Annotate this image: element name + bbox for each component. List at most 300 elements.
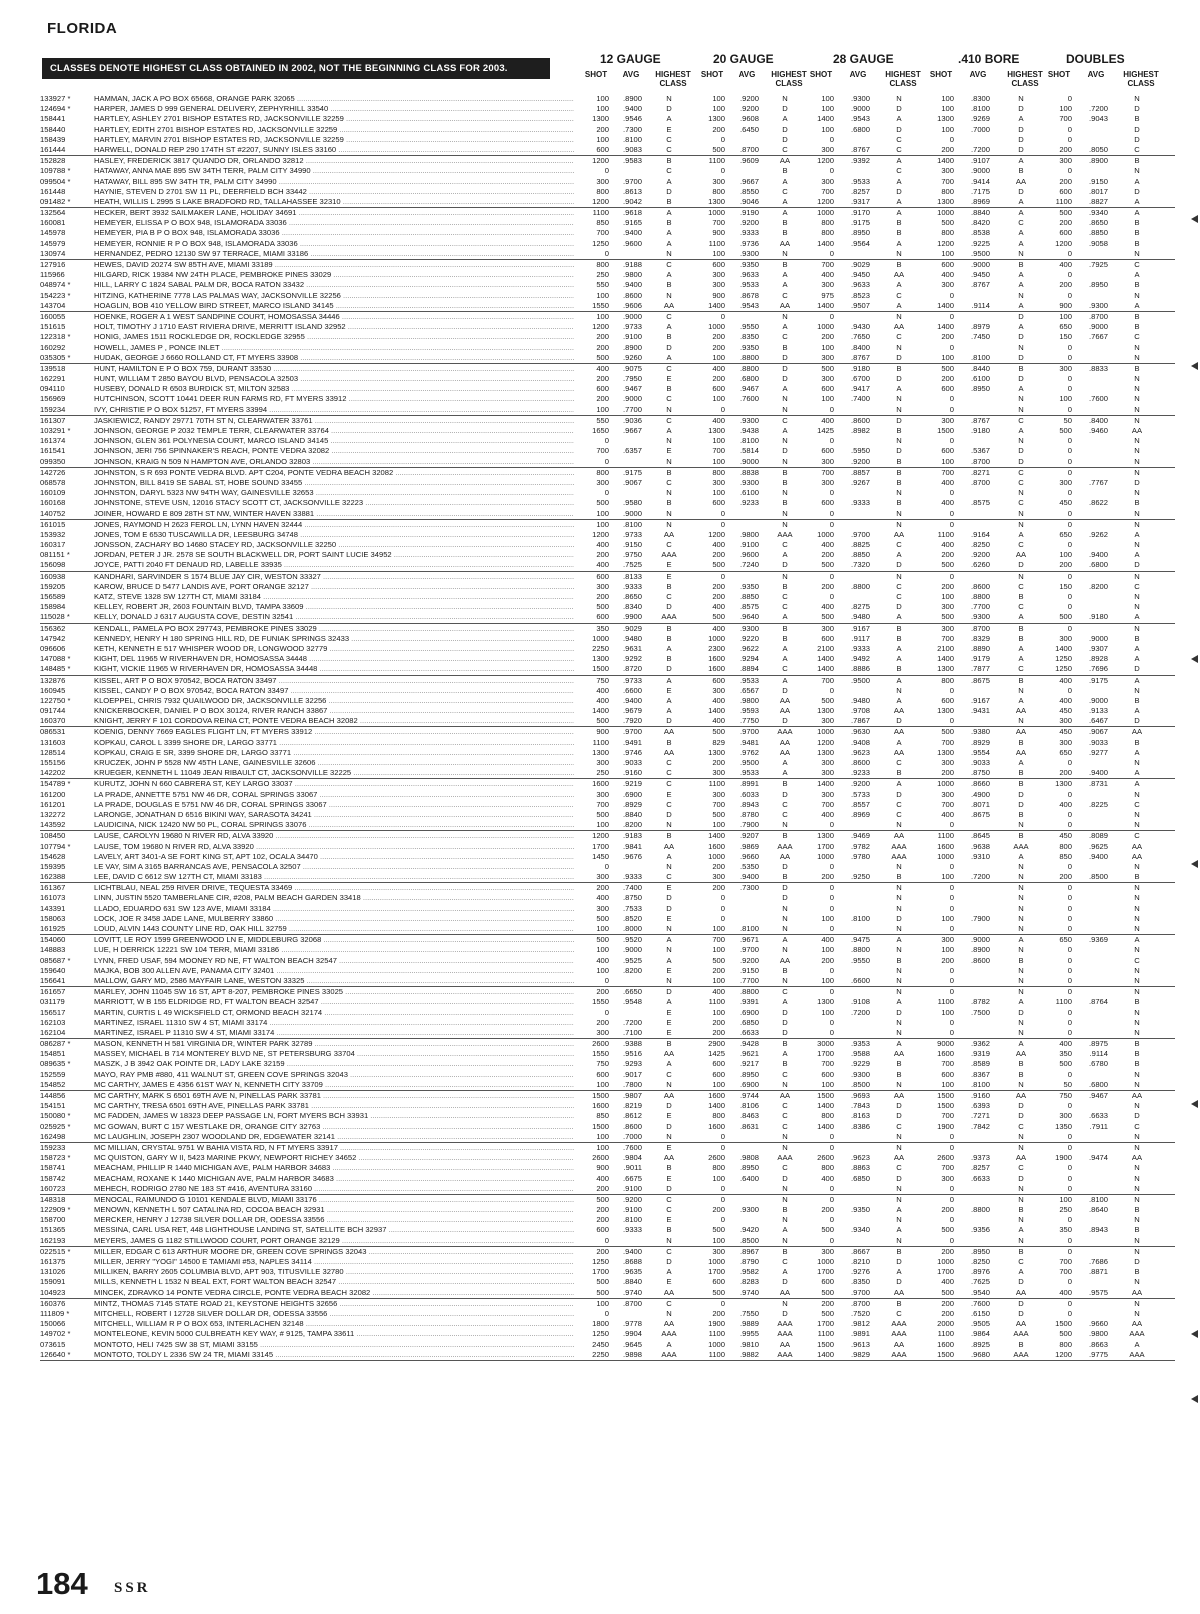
shots-fired: 2300 (708, 643, 725, 653)
highest-class: A (1018, 156, 1024, 166)
shots-fired: 1700 (817, 841, 834, 851)
shots-fired: 1000 (817, 727, 834, 737)
average: .8782 (970, 997, 990, 1007)
member-name-address: MARTINEZ, ISRAEL P 11310 SW 4 ST, MIAMI 33174 ..... (94, 1028, 574, 1038)
shooter-group (40, 1195, 1175, 1247)
highest-class: N (666, 861, 672, 871)
shots-fired: 0 (1067, 540, 1072, 550)
shots-fired: 900 (712, 290, 725, 300)
table-row (40, 1288, 1175, 1298)
highest-class: D (896, 1257, 902, 1266)
member-name-address: MARLEY, JOHN 11045 SW 16 ST, APT 8-207, PEMBROKE PINES 33025 ..... (94, 987, 574, 997)
shooter-group (40, 520, 1175, 572)
highest-class: N (1134, 1183, 1140, 1193)
average: .7900 (970, 913, 990, 923)
average: .8700 (622, 1298, 642, 1308)
highest-class: C (1018, 218, 1024, 228)
member-name-address: HARTLEY, MARVIN 2701 BISHOP ESTATES RD, JACKSONVILLE 32259 ..... (94, 135, 574, 145)
member-name-address: HUTCHINSON, SCOTT 10441 DEER RUN FARMS RD, FT MYERS 33912 ..... (94, 394, 574, 404)
average: .9207 (739, 831, 759, 841)
highest-class: C (666, 872, 672, 882)
highest-class: AAA (777, 1329, 793, 1339)
highest-class: B (896, 260, 902, 269)
highest-class: B (782, 831, 788, 841)
member-name-address: KRUCZEK, JOHN P 5528 NW 45TH LANE, GAINESVILLE 32606 ..... (94, 758, 574, 768)
shots-fired: 0 (604, 248, 609, 258)
highest-class: E (666, 1173, 672, 1183)
average: .9277 (1088, 747, 1108, 757)
member-name-address: LA PRADE, DOUGLAS E 5751 NW 46 DR, CORAL SPRINGS 33067 ..... (94, 800, 574, 810)
highest-class: E (666, 685, 672, 695)
highest-class: C (896, 332, 902, 342)
highest-class: A (666, 675, 672, 685)
shots-fired: 1550 (592, 300, 609, 310)
highest-class: A (1018, 529, 1024, 539)
member-name-address: JONSSON, ZACHARY BO 14680 STACEY RD, JACKSONVILLE 32250 ..... (94, 540, 574, 550)
shots-fired: 0 (949, 1017, 954, 1027)
average: .8675 (970, 809, 990, 819)
average: .8976 (970, 1267, 990, 1277)
highest-class: A (1018, 300, 1024, 310)
shots-fired: 0 (604, 456, 609, 466)
shots-fired: 450 (1059, 498, 1072, 508)
average: .9700 (739, 945, 759, 955)
shots-fired: 0 (1067, 903, 1072, 913)
average: .7200 (970, 872, 990, 882)
average: .9660 (739, 851, 759, 861)
state-heading: FLORIDA (47, 20, 118, 37)
highest-class: B (782, 623, 788, 633)
average: .9217 (739, 1059, 759, 1069)
highest-class: N (1018, 1131, 1024, 1141)
highest-class: A (1134, 768, 1140, 778)
highest-class: D (1018, 134, 1024, 144)
shots-fired: 100 (596, 924, 609, 933)
shots-fired: 200 (1059, 872, 1072, 882)
shots-fired: 0 (1067, 685, 1072, 695)
highest-class: AA (1015, 1319, 1027, 1329)
member-id: 031179 (40, 997, 65, 1007)
shots-fired: 200 (1059, 144, 1072, 154)
shots-fired: 1300 (708, 426, 725, 435)
shots-fired: 400 (941, 498, 954, 508)
table-row (40, 1319, 1175, 1329)
member-id: 160317 (40, 540, 66, 550)
shots-fired: 100 (712, 1079, 725, 1089)
shots-fired: 800 (821, 218, 834, 228)
member-id: 151615 (40, 322, 66, 332)
table-row (40, 1277, 1175, 1287)
shots-fired: 300 (941, 166, 954, 176)
highest-class: C (666, 260, 672, 269)
member-id: 103291 * (40, 426, 71, 435)
highest-class: C (782, 332, 788, 342)
average: .9000 (622, 945, 642, 955)
table-row (40, 1008, 1175, 1018)
average: .6780 (1088, 1059, 1108, 1069)
average: .8850 (850, 550, 870, 560)
shots-fired: 50 (1063, 415, 1072, 425)
shots-fired: 0 (720, 1183, 725, 1193)
average: .9740 (739, 1287, 759, 1297)
member-id: 161925 (40, 924, 66, 933)
average: .8800 (739, 987, 759, 997)
average: .8871 (1088, 1267, 1108, 1277)
highest-class: B (666, 384, 672, 394)
highest-class: B (666, 218, 672, 228)
shots-fired: 750 (596, 675, 609, 685)
shots-fired: 0 (949, 685, 954, 695)
highest-class: D (1018, 560, 1024, 570)
average: .8520 (622, 913, 642, 923)
shots-fired: 500 (941, 727, 954, 737)
shots-fired: 200 (712, 1205, 725, 1215)
highest-class: C (1134, 332, 1140, 342)
shots-fired: 2600 (708, 1153, 725, 1163)
shots-fired: 200 (1059, 560, 1072, 570)
highest-class: N (1134, 893, 1140, 903)
average: .8200 (622, 965, 642, 975)
average: .8500 (1088, 872, 1108, 882)
average: .8600 (850, 415, 870, 425)
shots-fired: 100 (821, 124, 834, 134)
shots-fired: 100 (941, 104, 954, 114)
table-row (40, 696, 1175, 706)
highest-class: N (782, 903, 788, 913)
column-header-avg: AVG (1087, 70, 1105, 79)
table-row (40, 1215, 1175, 1225)
shots-fired: 300 (821, 623, 834, 633)
shots-fired: 300 (941, 415, 954, 425)
average: .7300 (622, 124, 642, 134)
average: .9083 (622, 144, 642, 154)
highest-class: C (666, 799, 672, 809)
average: .9869 (739, 841, 759, 851)
highest-class: A (1134, 1339, 1140, 1349)
table-row (40, 1163, 1175, 1173)
highest-class: D (896, 789, 902, 799)
highest-class: N (782, 1142, 788, 1152)
highest-class: A (1018, 935, 1024, 945)
average: .6800 (1088, 560, 1108, 570)
average: .9260 (622, 352, 642, 362)
highest-class: N (1018, 913, 1024, 923)
highest-class: N (666, 290, 672, 300)
member-name-address: MC CARTHY, JAMES E 4356 61ST WAY N, KENNETH CITY 33709 ..... (94, 1080, 574, 1090)
highest-class: C (896, 581, 902, 591)
highest-class: AAA (1129, 1349, 1145, 1359)
member-name-address: MEHECH, RODRIGO 2780 NE 183 ST #416, AVENTURA 33160 ..... (94, 1184, 574, 1194)
highest-class: N (1134, 1131, 1140, 1141)
highest-class: N (896, 861, 902, 871)
shots-fired: 1500 (592, 1121, 609, 1131)
highest-class: N (782, 1194, 788, 1204)
shots-fired: 400 (596, 363, 609, 373)
highest-class: C (782, 1069, 788, 1079)
average: .9613 (850, 1339, 870, 1349)
shots-fired: 500 (941, 363, 954, 373)
highest-class: D (896, 124, 902, 134)
average: .9882 (739, 1349, 759, 1359)
highest-class: N (1018, 94, 1024, 103)
shots-fired: 0 (829, 508, 834, 518)
publication-brand: SSR (114, 1580, 151, 1596)
member-id: 081151 * (40, 550, 70, 560)
shots-fired: 0 (1067, 456, 1072, 466)
table-row (40, 706, 1175, 716)
average: .9633 (850, 280, 870, 290)
highest-class: C (666, 1069, 672, 1079)
member-id: 091744 (40, 706, 66, 716)
member-name-address: MILLER, JERRY "YOGI" 14500 E TAMIAMI #53, NAPLES 34114 ..... (94, 1257, 574, 1267)
table-row (40, 364, 1175, 374)
highest-class: N (782, 975, 788, 985)
gauge-header-12: 12 GAUGE (600, 52, 661, 66)
shots-fired: 200 (1059, 218, 1072, 228)
shots-fired: 700 (712, 446, 725, 456)
shots-fired: 500 (821, 612, 834, 622)
shots-fired: 1600 (937, 1339, 954, 1349)
shots-fired: 1000 (817, 851, 834, 861)
member-id: 158984 (40, 602, 66, 612)
highest-class: B (896, 623, 902, 633)
table-row (40, 602, 1175, 612)
shots-fired: 1300 (1055, 779, 1072, 789)
shots-fired: 1100 (592, 737, 609, 747)
average: .4900 (970, 789, 990, 799)
table-row (40, 1080, 1175, 1090)
average: .9042 (622, 196, 642, 206)
shots-fired: 100 (712, 456, 725, 466)
average: .6400 (739, 1173, 759, 1183)
shots-fired: 0 (949, 883, 954, 893)
average: .6675 (622, 1173, 642, 1183)
highest-class: B (896, 498, 902, 508)
shots-fired: 200 (941, 374, 954, 384)
average: .9580 (622, 498, 642, 508)
highest-class: C (896, 166, 902, 176)
shots-fired: 250 (596, 768, 609, 778)
highest-class: N (1134, 166, 1140, 176)
average: .9775 (1088, 1349, 1108, 1359)
highest-class: D (1018, 1298, 1024, 1308)
member-name-address: JONES, TOM E 6530 TUSCAWILLA DR, LEESBURG 34748 ..... (94, 530, 574, 540)
highest-class: C (1134, 144, 1140, 154)
highest-class: AA (663, 1091, 675, 1100)
shots-fired: 0 (949, 436, 954, 446)
average: .7400 (850, 394, 870, 404)
shots-fired: 200 (712, 581, 725, 591)
average: .9200 (739, 104, 759, 114)
shots-fired: 300 (821, 144, 834, 154)
table-row (40, 592, 1175, 602)
shots-fired: 400 (712, 363, 725, 373)
average: .8850 (1088, 228, 1108, 238)
shots-fired: 0 (949, 342, 954, 352)
shots-fired: 0 (949, 820, 954, 830)
highest-class: N (1018, 861, 1024, 871)
shots-fired: 0 (604, 166, 609, 176)
shots-fired: 1400 (817, 300, 834, 310)
member-name-address: LA PRADE, ANNETTE 5751 NW 46 DR, CORAL SPRINGS 33067 ..... (94, 790, 574, 800)
shots-fired: 750 (1059, 1091, 1072, 1100)
member-id: 158742 (40, 1173, 66, 1183)
table-row (40, 550, 1175, 560)
average: .9000 (970, 260, 990, 269)
shots-fired: 0 (949, 1215, 954, 1225)
member-name-address: HUSEBY, DONALD R 6503 BURDICK ST, MILTON 32583 ..... (94, 384, 574, 394)
average: .8250 (970, 540, 990, 550)
highest-class: A (666, 1059, 672, 1069)
highest-class: E (666, 1111, 672, 1121)
highest-class: C (782, 290, 788, 300)
column-header-cls: HIGHEST CLASS (1007, 70, 1043, 88)
table-row (40, 924, 1175, 934)
highest-class: N (782, 571, 788, 581)
shots-fired: 2600 (937, 1153, 954, 1163)
average: .9778 (622, 1319, 642, 1329)
average: .9033 (970, 758, 990, 767)
column-header-cls: HIGHEST CLASS (885, 70, 921, 88)
table-row (40, 644, 1175, 654)
shots-fired: 100 (712, 94, 725, 103)
shots-fired: 1700 (708, 1267, 725, 1277)
shots-fired: 0 (829, 1017, 834, 1027)
member-name-address: KNIGHT, JERRY F 101 CORDOVA REINA CT, PONTE VEDRA BEACH 32082 ..... (94, 716, 574, 726)
column-header-cls: HIGHEST CLASS (655, 70, 691, 88)
highest-class: D (1018, 186, 1024, 196)
average: .9808 (739, 1153, 759, 1163)
shots-fired: 200 (596, 987, 609, 997)
shots-fired: 100 (821, 975, 834, 985)
shots-fired: 1600 (708, 841, 725, 851)
average: .9608 (739, 114, 759, 124)
shots-fired: 0 (1067, 1308, 1072, 1318)
member-id: 154223 * (40, 290, 71, 300)
shots-fired: 0 (720, 311, 725, 321)
average: .9400 (1088, 768, 1108, 778)
shots-fired: 1000 (817, 1257, 834, 1266)
highest-class: D (782, 1027, 788, 1037)
table-row (40, 1111, 1175, 1121)
shots-fired: 800 (596, 467, 609, 477)
highest-class: N (1134, 602, 1140, 612)
average: .6150 (970, 1308, 990, 1318)
highest-class: C (896, 290, 902, 300)
shots-fired: 0 (829, 592, 834, 601)
table-row (40, 1059, 1175, 1069)
member-name-address: MC FADDEN, JAMES W 18323 DEEP PASSAGE LN, FORT MYERS BCH 33931 ..... (94, 1111, 574, 1121)
member-name-address: MARTINEZ, ISRAEL 11310 SW 4 ST, MIAMI 33174 ..... (94, 1018, 574, 1028)
member-name-address: KELLEY, ROBERT JR, 2603 FOUNTAIN BLVD, TAMPA 33609 ..... (94, 602, 574, 612)
highest-class: N (666, 1235, 672, 1245)
shots-fired: 400 (1059, 675, 1072, 685)
average: .7320 (850, 560, 870, 570)
shots-fired: 100 (1059, 311, 1072, 321)
average: .8950 (970, 384, 990, 394)
highest-class: B (1018, 1069, 1024, 1079)
average: .8250 (970, 1257, 990, 1266)
table-row (40, 1039, 1175, 1049)
average: .9516 (622, 1049, 642, 1059)
average: .9167 (850, 623, 870, 633)
shots-fired: 300 (821, 716, 834, 726)
average: .8827 (1088, 196, 1108, 206)
shots-fired: 1000 (817, 322, 834, 332)
table-row (40, 394, 1175, 404)
shots-fired: 0 (1067, 965, 1072, 975)
average: .8700 (970, 477, 990, 487)
highest-class: N (1018, 1183, 1024, 1193)
average: .9000 (622, 508, 642, 518)
average: .6600 (850, 975, 870, 985)
member-id: 132876 (40, 675, 66, 685)
member-id: 140752 (40, 508, 66, 518)
shots-fired: 600 (712, 1277, 725, 1287)
average: .9400 (1088, 851, 1108, 861)
shots-fired: 200 (596, 550, 609, 560)
average: .9029 (850, 260, 870, 269)
highest-class: N (1018, 519, 1024, 529)
average: .9733 (622, 529, 642, 539)
highest-class: A (782, 208, 788, 218)
member-name-address: KOPKAU, CRAIG E SR, 3399 SHORE DR, LARGO 33771 ..... (94, 748, 574, 758)
highest-class: B (1134, 498, 1140, 508)
table-row (40, 312, 1175, 322)
shots-fired: 1250 (592, 1257, 609, 1266)
average: .9170 (850, 208, 870, 218)
highest-class: N (1018, 436, 1024, 446)
average: .8200 (622, 820, 642, 830)
highest-class: B (666, 633, 672, 643)
average: .8210 (850, 1257, 870, 1266)
highest-class: N (896, 685, 902, 695)
highest-class: B (1018, 1205, 1024, 1215)
shots-fired: 400 (712, 623, 725, 633)
average: .9667 (739, 176, 759, 186)
average: .9000 (970, 935, 990, 945)
shots-fired: 2250 (592, 1349, 609, 1359)
shots-fired: 1300 (937, 664, 954, 674)
highest-class: N (1134, 913, 1140, 923)
shots-fired: 400 (596, 695, 609, 705)
table-row (40, 634, 1175, 644)
highest-class: N (1134, 94, 1140, 103)
member-name-address: KRUEGER, KENNETH L 11049 JEAN RIBAULT CT, JACKSONVILLE 32225 ..... (94, 768, 574, 778)
average: .9600 (739, 550, 759, 560)
shots-fired: 200 (941, 550, 954, 560)
table-row (40, 966, 1175, 976)
shots-fired: 0 (1067, 436, 1072, 446)
average: .7900 (739, 820, 759, 830)
shots-fired: 1100 (937, 997, 954, 1007)
highest-class: N (1134, 467, 1140, 477)
average: .9000 (1088, 695, 1108, 705)
highest-class: D (1018, 352, 1024, 362)
shots-fired: 1400 (1055, 643, 1072, 653)
shots-fired: 500 (596, 498, 609, 508)
table-row (40, 498, 1175, 508)
member-id: 147088 * (40, 654, 71, 664)
shots-fired: 900 (596, 727, 609, 737)
shots-fired: 700 (596, 228, 609, 238)
shots-fired: 300 (821, 1246, 834, 1256)
average: .8688 (622, 1257, 642, 1266)
average: .8100 (739, 924, 759, 933)
shots-fired: 100 (596, 290, 609, 300)
shots-fired: 700 (941, 1111, 954, 1121)
highest-class: B (666, 1039, 672, 1049)
